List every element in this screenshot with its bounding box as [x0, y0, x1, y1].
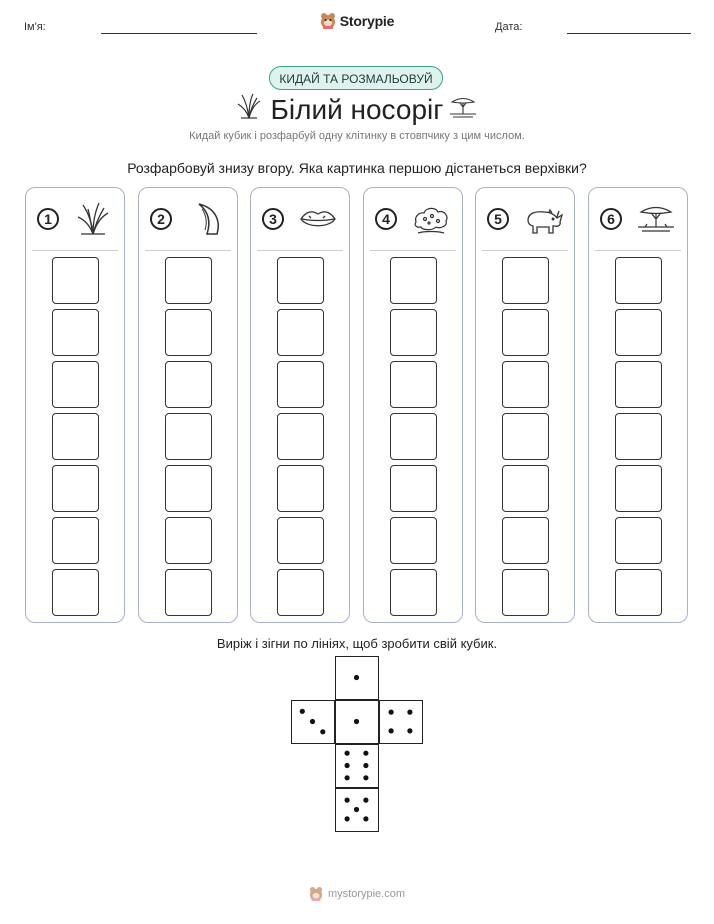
- color-cell[interactable]: [165, 309, 212, 356]
- date-label: Дата:: [495, 21, 523, 33]
- color-cell[interactable]: [277, 517, 324, 564]
- column-number: 3: [262, 208, 284, 230]
- column-number: 5: [487, 208, 509, 230]
- color-cell[interactable]: [52, 309, 99, 356]
- bear-logo-icon: [320, 12, 336, 30]
- column-number: 2: [150, 208, 172, 230]
- instruction: Розфарбовуй знизу вгору. Яка картинка першою дістанеться верхівки?: [127, 160, 587, 176]
- color-cell[interactable]: [52, 569, 99, 616]
- column-number: 6: [600, 208, 622, 230]
- die-face-6: [335, 744, 379, 788]
- color-cell[interactable]: [390, 413, 437, 460]
- column-3: [250, 187, 350, 623]
- date-line[interactable]: [567, 33, 691, 34]
- color-cell[interactable]: [502, 465, 549, 512]
- color-cell[interactable]: [165, 569, 212, 616]
- color-cell[interactable]: [502, 309, 549, 356]
- die-face-1: [335, 656, 379, 700]
- column-header: [364, 188, 462, 250]
- footer: [0, 886, 714, 902]
- color-cell[interactable]: [165, 413, 212, 460]
- color-cell[interactable]: [165, 465, 212, 512]
- die-pip: [354, 719, 359, 724]
- brand-logo: [0, 12, 714, 30]
- column-divider: [482, 250, 568, 251]
- color-cell[interactable]: [165, 257, 212, 304]
- die-pip: [407, 710, 412, 715]
- color-cell[interactable]: [390, 309, 437, 356]
- die-pip: [363, 751, 368, 756]
- die-face-5: [335, 788, 379, 832]
- die-pip: [407, 728, 412, 733]
- column-header: [476, 188, 574, 250]
- footer-url[interactable]: mystorypie.com: [327, 888, 406, 900]
- color-cell[interactable]: [502, 361, 549, 408]
- die-pip: [310, 719, 315, 724]
- die-pip: [300, 709, 305, 714]
- color-cell[interactable]: [165, 517, 212, 564]
- column-header: [139, 188, 237, 250]
- color-cell[interactable]: [390, 517, 437, 564]
- name-label: Ім'я:: [24, 21, 46, 33]
- cube-instruction: Виріж і зігни по лініях, щоб зробити свій кубик.: [216, 636, 498, 651]
- column-5: [475, 187, 575, 623]
- die-pip: [354, 675, 359, 680]
- page-title: Білий носоріг: [270, 94, 444, 125]
- column-header: [26, 188, 124, 250]
- die-pip: [345, 798, 350, 803]
- die-pip: [389, 710, 394, 715]
- color-cell[interactable]: [277, 309, 324, 356]
- color-cell[interactable]: [52, 257, 99, 304]
- color-cell[interactable]: [52, 465, 99, 512]
- column-1: [25, 187, 125, 623]
- color-cell[interactable]: [52, 517, 99, 564]
- savanna-tree-icon: [635, 200, 677, 238]
- die-pips: [336, 745, 377, 786]
- column-divider: [595, 250, 681, 251]
- color-cell[interactable]: [502, 257, 549, 304]
- subtitle: Кидай кубик і розфарбуй одну клітинку в стовпчику з цим числом.: [189, 130, 525, 142]
- column-6: [588, 187, 688, 623]
- color-cell[interactable]: [615, 309, 662, 356]
- die-pip: [354, 807, 359, 812]
- column-divider: [32, 250, 118, 251]
- die-pip: [363, 775, 368, 780]
- brand-name: Storypie: [339, 13, 395, 29]
- die-face-3: [291, 700, 335, 744]
- column-divider: [370, 250, 456, 251]
- die-pip: [363, 816, 368, 821]
- grass-icon: [72, 200, 114, 238]
- activity-badge: КИДАЙ ТА РОЗМАЛЬОВУЙ: [269, 66, 443, 90]
- color-cell[interactable]: [615, 465, 662, 512]
- mud-icon: [410, 200, 452, 238]
- color-cell[interactable]: [615, 413, 662, 460]
- color-cell[interactable]: [615, 361, 662, 408]
- column-2: [138, 187, 238, 623]
- savanna-tree-icon: [448, 94, 478, 118]
- color-cell[interactable]: [52, 413, 99, 460]
- die-pip: [345, 816, 350, 821]
- color-cell[interactable]: [502, 413, 549, 460]
- color-cell[interactable]: [277, 257, 324, 304]
- die-pip: [345, 775, 350, 780]
- die-pip: [345, 751, 350, 756]
- die-pip: [363, 763, 368, 768]
- column-header: [589, 188, 687, 250]
- color-cell[interactable]: [52, 361, 99, 408]
- die-face-4: [379, 700, 423, 744]
- lips-icon: [297, 200, 339, 238]
- die-pip: [363, 798, 368, 803]
- column-number: 1: [37, 208, 59, 230]
- die-pips: [336, 789, 377, 830]
- rhino-icon: [522, 200, 564, 238]
- color-cell[interactable]: [502, 569, 549, 616]
- column-4: [363, 187, 463, 623]
- color-cell[interactable]: [615, 569, 662, 616]
- column-number: 4: [375, 208, 397, 230]
- column-header: [251, 188, 349, 250]
- color-cell[interactable]: [502, 517, 549, 564]
- die-pips: [336, 657, 377, 698]
- die-pip: [345, 763, 350, 768]
- color-cell[interactable]: [277, 413, 324, 460]
- color-cell[interactable]: [390, 257, 437, 304]
- horn-icon: [185, 200, 227, 238]
- name-line[interactable]: [101, 33, 257, 34]
- color-cell[interactable]: [277, 569, 324, 616]
- die-pip: [320, 729, 325, 734]
- color-cell[interactable]: [615, 517, 662, 564]
- bear-logo-icon: [309, 886, 323, 902]
- die-pip: [389, 728, 394, 733]
- color-cell[interactable]: [390, 465, 437, 512]
- die-pips: [292, 701, 333, 742]
- column-divider: [145, 250, 231, 251]
- color-cell[interactable]: [615, 257, 662, 304]
- die-pips: [380, 701, 421, 742]
- die-pips: [336, 701, 377, 742]
- color-cell[interactable]: [165, 361, 212, 408]
- color-cell[interactable]: [277, 465, 324, 512]
- color-cell[interactable]: [390, 569, 437, 616]
- column-divider: [257, 250, 343, 251]
- color-cell[interactable]: [390, 361, 437, 408]
- die-face-1: [335, 700, 379, 744]
- color-cell[interactable]: [277, 361, 324, 408]
